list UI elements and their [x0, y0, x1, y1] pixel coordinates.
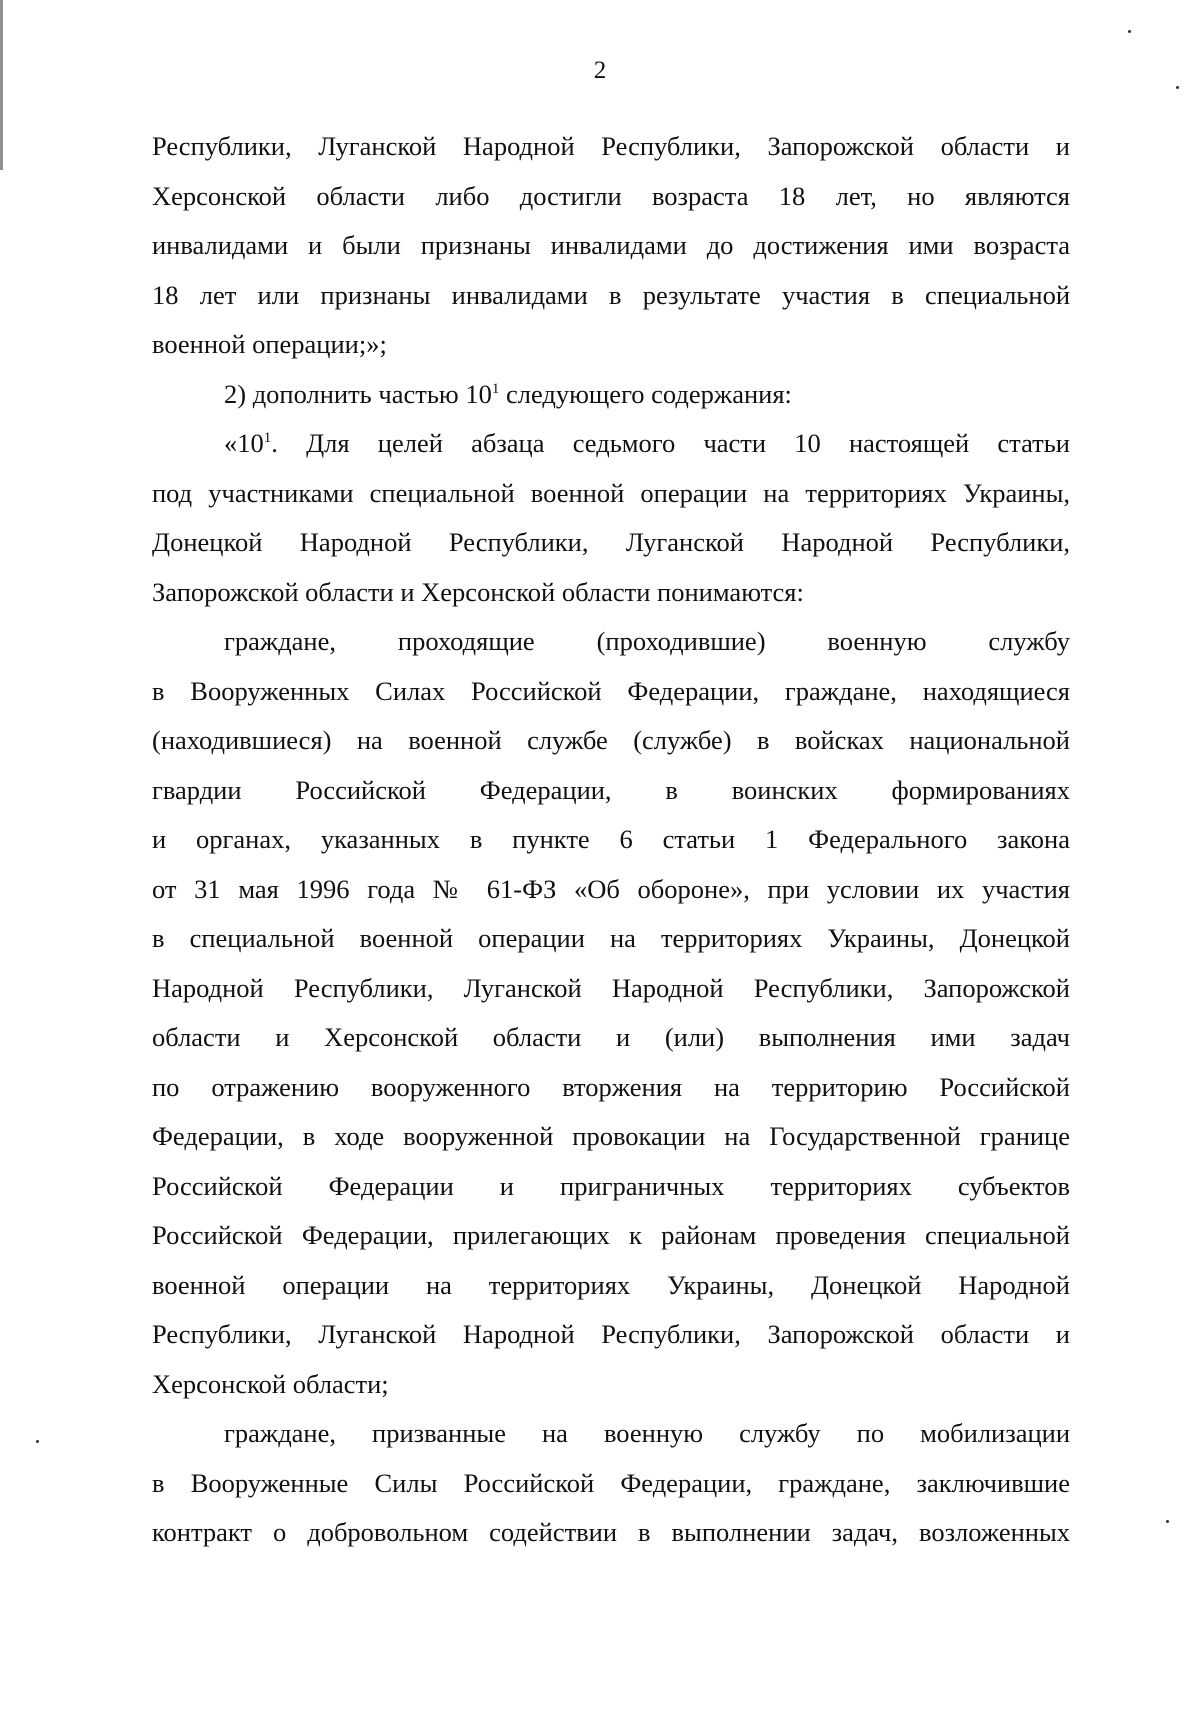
text-line: и органах, указанных в пункте 6 статьи 1 Федерального закона [152, 824, 1070, 854]
text-line: гвардии Российской Федерации, в воинских формированиях [152, 774, 1070, 805]
text-line: Донецкой Народной Республики, Луганской Народной Республики, [152, 527, 1070, 557]
document-body [152, 122, 1070, 1558]
scan-speck [1128, 30, 1131, 33]
text-line-amendment-item [152, 370, 1070, 420]
superscript: 1 [491, 380, 500, 397]
scan-speck [1166, 1520, 1169, 1523]
text-fragment: «10 [224, 428, 264, 458]
text-line: (находившиеся) на военной службе (службе) в войсках национальной [152, 725, 1070, 755]
text-line-part-heading [152, 419, 1070, 469]
text-line: контракт о добровольном содействии в выполнении задач, возложенных [152, 1517, 1070, 1547]
text-line: Республики, Луганской Народной Республики, Запорожской области и [152, 1319, 1070, 1349]
text-line: по отражению вооруженного вторжения на территорию Российской [152, 1071, 1070, 1102]
scan-speck [1176, 86, 1179, 89]
text-line: инвалидами и были признаны инвалидами до достижения ими возраста [152, 230, 1070, 260]
text-line: военной операции на территориях Украины, Донецкой Народной [152, 1269, 1070, 1300]
text-line: граждане, призванные на военную службу по мобилизации [224, 1418, 1070, 1448]
text-line: граждане, проходящие (проходившие) военную службу [224, 626, 1070, 656]
page-number: 2 [593, 57, 607, 84]
text-fragment: 2) дополнить частью 10 [224, 378, 492, 409]
text-line: под участниками специальной военной операции на территориях Украины, [152, 477, 1070, 508]
text-line: области и Херсонской области и (или) выполнения ими задач [152, 1022, 1070, 1052]
text-line: Российской Федерации и приграничных территориях субъектов [152, 1170, 1070, 1201]
text-line: Запорожской области и Херсонской области понимаются: [152, 576, 804, 607]
scan-speck [36, 1440, 39, 1443]
superscript: 1 [263, 430, 272, 447]
text-fragment: . Для целей абзаца седьмого части 10 настоящей статьи [271, 428, 1070, 458]
text-line: Российской Федерации, прилегающих к районам проведения специальной [152, 1220, 1070, 1250]
text-line: в Вооруженных Силах Российской Федерации, граждане, находящиеся [152, 675, 1070, 706]
text-fragment: следующего содержания: [499, 378, 792, 409]
text-line: Херсонской области либо достигли возраста 18 лет, но являются [152, 180, 1070, 211]
text-line: Народной Республики, Луганской Народной Республики, Запорожской [152, 972, 1070, 1003]
text-line: Херсонской области; [152, 1368, 389, 1399]
text-line: в Вооруженные Силы Российской Федерации, граждане, заключившие [152, 1467, 1070, 1498]
text-line: военной операции;»; [152, 329, 387, 359]
text-line: Федерации, в ходе вооруженной провокации на Государственной границе [152, 1121, 1070, 1151]
text-line: 18 лет или признаны инвалидами в результате участия в специальной [152, 279, 1070, 310]
text-line: в специальной военной операции на территориях Украины, Донецкой [152, 923, 1070, 953]
text-line: Республики, Луганской Народной Республики, Запорожской области и [152, 131, 1070, 161]
text-line: от 31 мая 1996 года № 61-ФЗ «Об обороне», при условии их участия [152, 873, 1070, 904]
